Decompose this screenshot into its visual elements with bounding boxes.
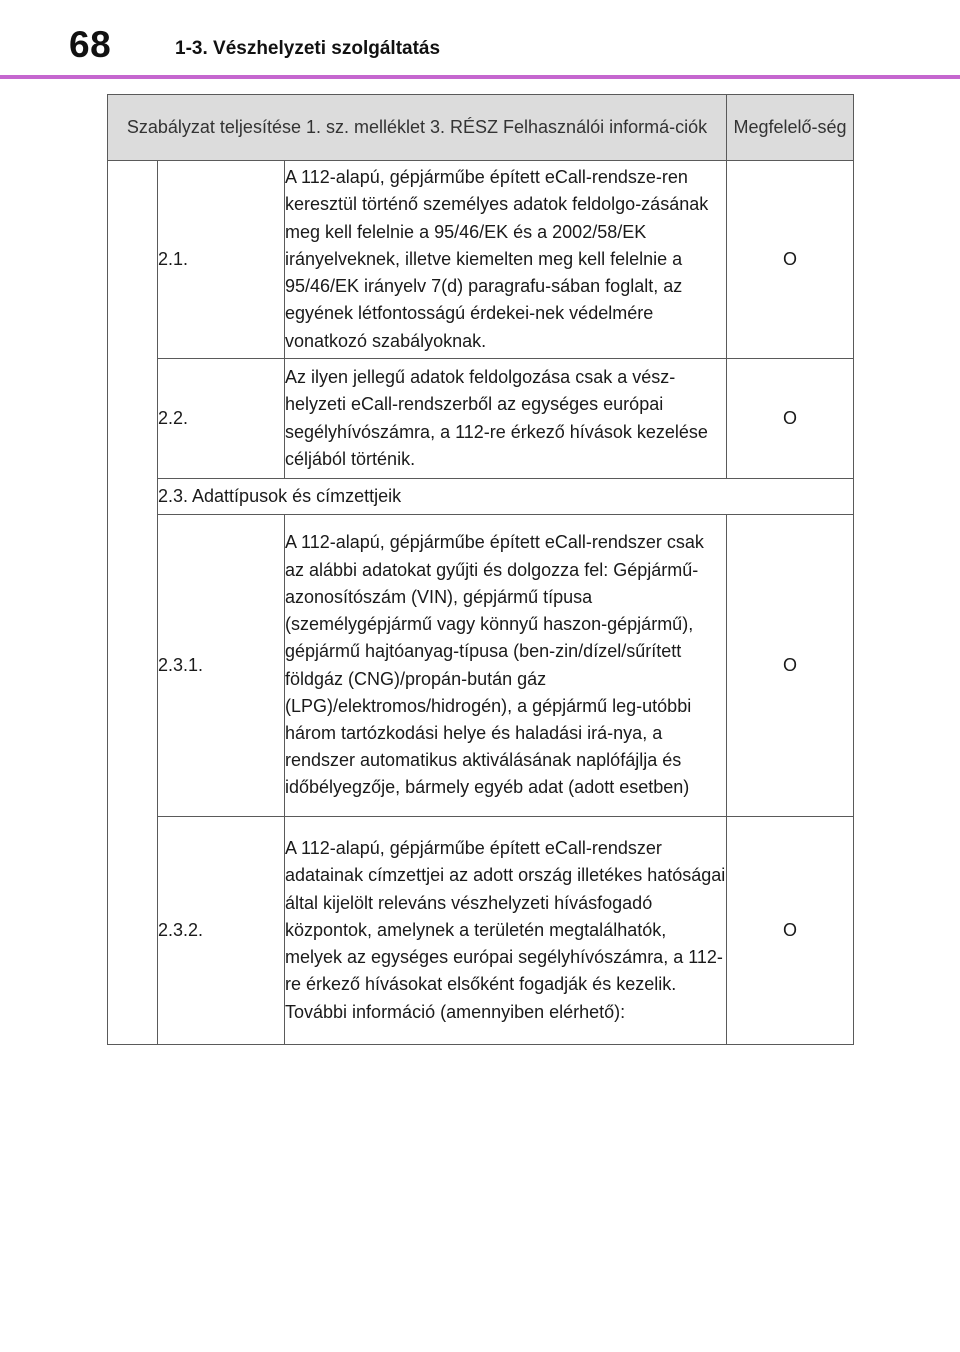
table-row <box>108 479 854 515</box>
row-text: A 112-alapú, gépjárműbe épített eCall-rendszer csak az alábbi adatokat gyűjti és dolgozza fel: Gépjármű-azonosítószám (VIN), gépjármű típusa (személygépjármű vagy könnyű haszon-gépjármű), gépjármű hajtóanyag-típusa (ben-zin/dízel/sűrített földgáz (CNG)/propán-bután gáz (LPG)/elektromos/hidrogén), a gépjármű leg-utóbbi három tartózkodási helye és haladási irá-nya, a rendszer automatikus aktiválásának naplófájlja és időbélyegzője, bármely egyéb adat (adott esetben) <box>285 515 727 817</box>
row-conformity: O <box>727 359 854 479</box>
row-conformity: O <box>727 161 854 359</box>
column-header-regulation: Szabályzat teljesítése 1. sz. melléklet 3. RÉSZ Felhasználói informá-ciók <box>108 95 727 161</box>
table-row <box>108 817 854 1045</box>
table-row <box>108 161 854 359</box>
indent-cell <box>108 161 158 1045</box>
row-number: 2.1. <box>158 161 285 359</box>
row-number: 2.3.2. <box>158 817 285 1045</box>
table-header-row <box>108 95 854 161</box>
row-conformity: O <box>727 515 854 817</box>
column-header-conformity: Megfelelő-ség <box>727 95 854 161</box>
header-divider <box>0 75 960 79</box>
row-number: 2.3.1. <box>158 515 285 817</box>
table-row <box>108 359 854 479</box>
row-subsection-title: 2.3. Adattípusok és címzettjeik <box>158 479 854 515</box>
row-text: A 112-alapú, gépjárműbe épített eCall-rendsze-ren keresztül történő személyes adatok feldolgo-zásának meg kell felelnie a 95/46/EK és a 2002/58/EK irányelveknek, illetve kiemelten meg kell felelnie a 95/46/EK irányelv 7(d) paragrafu-sában foglalt, az egyének létfontosságú érdekei-nek védelmére vonatkozó szabályoknak. <box>285 161 727 359</box>
page-number: 68 <box>69 24 112 65</box>
section-title: 1-3. Vészhelyzeti szolgáltatás <box>175 38 441 59</box>
page-header <box>0 0 960 80</box>
regulation-compliance-table <box>107 94 854 1045</box>
row-number: 2.2. <box>158 359 285 479</box>
row-text: Az ilyen jellegű adatok feldolgozása csak a vész-helyzeti eCall-rendszerből az egységes európai segélyhívószámra, a 112-re érkező hívások kezelése céljából történik. <box>285 359 727 479</box>
row-text: A 112-alapú, gépjárműbe épített eCall-rendszer adatainak címzettjei az adott ország illetékes hatóságai által kijelölt releváns vészhelyzeti hívásfogadó központok, amelynek a területén megtalálhatók, melyek az egységes európai segélyhívószámra, a 112-re érkező hívásokat elsőként fogadják és kezelik. További információ (amennyiben elérhető): <box>285 817 727 1045</box>
table-row <box>108 515 854 817</box>
row-conformity: O <box>727 817 854 1045</box>
